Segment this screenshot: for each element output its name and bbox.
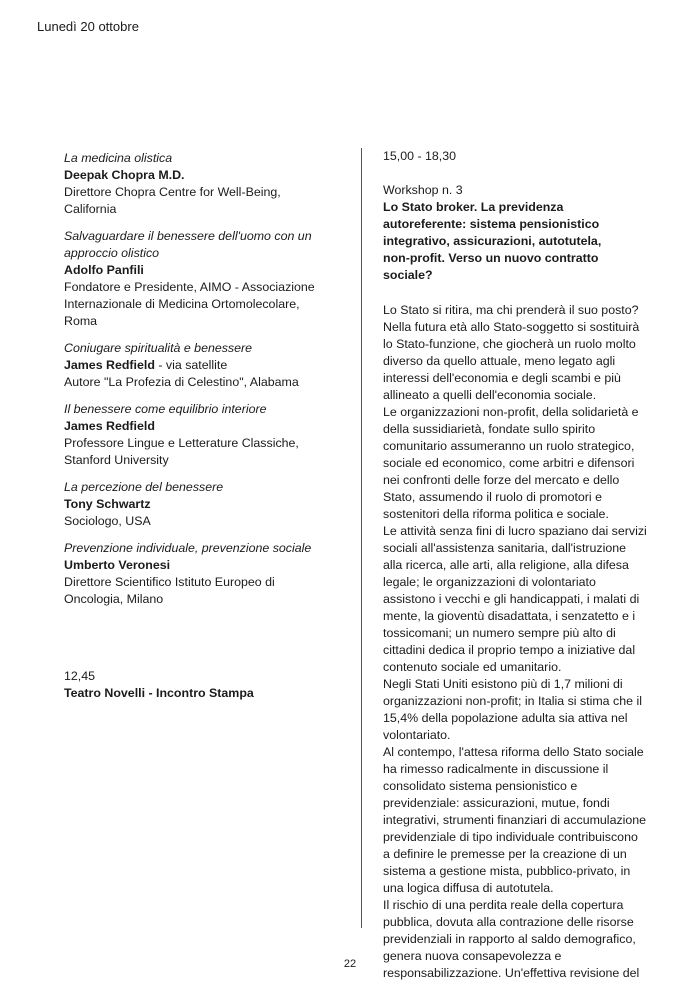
body-text-line: lo Stato-funzione, che giocherà un ruolo molto [383,337,636,351]
speaker-name: Deepak Chopra M.D. [64,168,185,182]
body-text-line: cittadini dedica il proprio tempo a iniziative dal [383,643,636,657]
speaker-name: James Redfield [64,358,155,372]
body-text-line: sostenitori della riforma politica e sociale. [383,507,609,521]
right-column [383,148,688,982]
speaker-note: - via satellite [154,358,228,372]
workshop-title [383,199,688,284]
body-text-line: mente, la gioventù disadattata, i senzatetto e i [383,609,636,623]
workshop-label: Workshop n. 3 [383,183,463,197]
body-text-line: organizzazioni non-profit; in Italia si stima che il [383,694,642,708]
speaker-description [64,374,354,391]
body-text-line: pubblica, dovuta alla contrazione delle risorse [383,915,634,929]
talk-topic: La medicina olistica [64,151,173,165]
speaker-description-line: Fondatore e Presidente, AIMO - Associazione [64,280,315,294]
body-text-line: Negli Stati Uniti esistono più di 1,7 milioni di [383,677,623,691]
workshop-time: 15,00 - 18,30 [383,149,457,163]
workshop-title-line: autoreferente: sistema pensionistico [383,217,600,231]
talk-topic: Coniugare spiritualità e benessere [64,341,253,355]
body-text-line: nei confronti delle forze del mercato e dello [383,473,620,487]
program-entry [64,150,354,218]
body-text-line: integrativi, strumenti finanziari di accumulazione [383,813,647,827]
body-text-line: ha rimesso radicalmente in discussione il [383,762,609,776]
body-text-line: alla ricerca, alle arti, alla religione, alla difesa [383,558,629,572]
program-entry [64,401,354,469]
speaker-description-line: Direttore Scientifico Istituto Europeo di [64,575,275,589]
program-entry [64,340,354,391]
press-conference-block [64,668,354,702]
speaker-description-line: Oncologia, Milano [64,592,164,606]
program-entry [64,540,354,608]
speaker-description [64,574,354,608]
workshop-title-line: non-profit. Verso un nuovo contratto [383,251,599,265]
page-date-header: Lunedì 20 ottobre [37,19,139,34]
workshop-title-line: integrativo, assicurazioni, autotutela, [383,234,602,248]
body-text-line: della sussidiarietà, fondate sullo spirito [383,422,596,436]
body-text-line: assistono i vecchi e gli handicappati, i malati di [383,592,640,606]
program-entry [64,479,354,530]
speaker-description [64,435,354,469]
body-text-line: sociale ed economico, come arbitri e difensori [383,456,635,470]
speaker-description-line: Stanford University [64,453,169,467]
body-text-line: Il rischio di una perdita reale della copertura [383,898,624,912]
column-divider [361,148,362,928]
page-number: 22 [343,958,357,970]
body-text-line: previdenziale di tipo individuale contribuiscono [383,830,638,844]
speaker-description-line: Direttore Chopra Centre for Well-Being, [64,185,281,199]
body-text-line: legale; le organizzazioni di volontariato [383,575,596,589]
body-text-line: una logica diffusa di autotutela. [383,881,554,895]
workshop-title-line: sociale? [383,268,433,282]
speaker-description [64,184,354,218]
body-text-line: Lo Stato si ritira, ma chi prenderà il suo posto? [383,303,639,317]
body-text-line: sistema a gestione mista, pubblico-privato, in [383,864,631,878]
body-text-line: Nella futura età allo Stato-soggetto si sostituirà [383,320,640,334]
body-text-line: Al contempo, l'attesa riforma dello Stato sociale [383,745,644,759]
body-text-line: consolidato sistema pensionistico e [383,779,578,793]
talk-topic: La percezione del benessere [64,480,224,494]
speaker-description-line: Autore "La Profezia di Celestino", Alabama [64,375,299,389]
body-text-line: a definire le premesse per la creazione di un [383,847,627,861]
speaker-description-line: California [64,202,117,216]
speaker-description-line: Internazionale di Medicina Ortomolecolare, [64,297,300,311]
speaker-name: Adolfo Panfili [64,263,144,277]
body-text-line: responsabilizzazione. Un'effettiva revisione del [383,966,640,980]
workshop-title-line: Lo Stato broker. La previdenza [383,200,564,214]
body-text-line: allineato a quelli dell'economia sociale. [383,388,597,402]
program-entry [64,228,354,330]
body-text-line: 15,4% della popolazione adulta sia attiva nel [383,711,628,725]
body-text-line: interessi dell'economia e degli scambi e più [383,371,621,385]
body-text-line: Le attività senza fini di lucro spaziano dai servizi [383,524,647,538]
body-text-line: sociali all'assistenza sanitaria, dall'istruzione [383,541,627,555]
speaker-description-line: Professore Lingue e Letterature Classiche, [64,436,299,450]
speaker-name: James Redfield [64,419,155,433]
talk-topic: Prevenzione individuale, prevenzione sociale [64,541,312,555]
body-text-line: genera nuova consapevolezza e [383,949,562,963]
body-text-line: previdenziali in rapporto al saldo demografico, [383,932,636,946]
body-text-line: Stato, assumendo il ruolo di promotori e [383,490,603,504]
speaker-name: Tony Schwartz [64,497,151,511]
speaker-description-line: Roma [64,314,98,328]
talk-topic: Salvaguardare il benessere dell'uomo con un approccio olistico [64,229,312,260]
speaker-description [64,279,354,330]
body-text-line: Le organizzazioni non-profit, della solidarietà e [383,405,639,419]
speaker-description [64,513,354,530]
body-text-line: contenuto sociale ed umanitario. [383,660,562,674]
speaker-name: Umberto Veronesi [64,558,171,572]
body-text-line: volontariato. [383,728,451,742]
talk-topic: Il benessere come equilibrio interiore [64,402,267,416]
body-text-line: comunitario assumeranno un ruolo strategico, [383,439,635,453]
speaker-line [64,357,354,374]
body-text-line: diverso da quello attuale, meno legato agli [383,354,616,368]
speaker-description-line: Sociologo, USA [64,514,151,528]
workshop-description [383,302,688,982]
press-title: Teatro Novelli - Incontro Stampa [64,686,254,700]
press-time: 12,45 [64,669,96,683]
body-text-line: tossicomani; un numero sempre più alto di [383,626,616,640]
body-text-line: previdenziale: assicurazioni, mutue, fondi [383,796,610,810]
left-column [64,150,354,618]
